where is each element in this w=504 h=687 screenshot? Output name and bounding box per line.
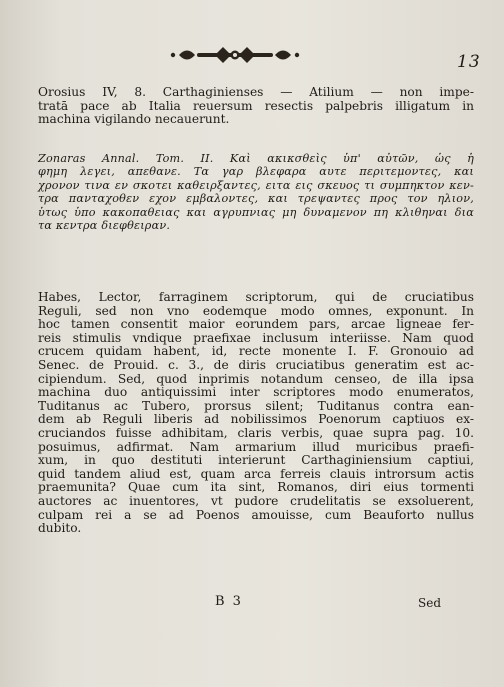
zonaras-line: χρονον τινα εν σκοτει καθειρξαντες, ειτα εις σκευος τι συμπηκτον κεν- — [38, 178, 474, 192]
page-number: 13 — [457, 52, 481, 72]
orosius-line: Orosius IV, 8. Carthaginienses — Atilium — non impe- — [38, 85, 474, 99]
zonaras-line: φημη λεγει, απεθανε. Τα γαρ βλεφαρα αυτε περιτεμοντες, και — [38, 165, 474, 179]
paragraph-orosius — [38, 86, 474, 127]
main-line: reis stimulis vndique praefixae inclusum interiisse. Nam quod — [38, 330, 474, 345]
zonaras-line: ὑτως ὑπο κακοπαθειας και αγρυπνιας μη δυναμενον πη κλιθηναι δια — [38, 205, 474, 219]
orosius-line: machina vigilando necauerunt. — [38, 112, 230, 126]
main-line: Habes, Lector, farraginem scriptorum, qui de cruciatibus — [38, 290, 474, 304]
main-line: culpam rei a se ad Poenos amouisse, cum Beauforto nullus — [38, 507, 474, 522]
zonaras-line: Zonaras Annal. Tom. II. Καὶ ακικσθεὶς ὑπ' αὐτῶν, ὡς ἡ — [38, 152, 474, 165]
paragraph-zonaras — [38, 152, 474, 232]
main-line: crucem quidam habent, id, recte monente I. F. Gronouio ad — [38, 344, 474, 359]
main-line: dubito. — [38, 521, 82, 536]
main-line: praemunita? Quae cum ita sint, Romanos, diri eius tormenti — [38, 480, 474, 495]
catchword: Sed — [418, 596, 442, 610]
main-line: dem ab Reguli liberis ad nobilissimos Poenorum captiuos ex- — [38, 412, 474, 427]
main-line: xum, in quo destituti interierunt Carthaginiensium captiui, — [38, 453, 474, 468]
main-line: Tuditanus ac Tubero, prorsus silent; Tuditanus contra ean- — [38, 398, 474, 413]
main-line: Senec. de Prouid. c. 3., de diris cruciatibus generatim est ac- — [38, 357, 474, 372]
signature-mark: B 3 — [215, 594, 243, 609]
main-line: quid tandem aliud est, quam arca ferreis clauis introrsum actis — [38, 466, 474, 481]
main-line: hoc tamen consentit maior eorundem pars, arcae ligneae fer- — [38, 317, 474, 332]
main-line: posuimus, adfirmat. Nam armarium illud muricibus praefi- — [38, 439, 474, 454]
printer-ornament-icon — [165, 42, 305, 68]
main-line: machina duo antiquissimi inter scriptores modo enumeratos, — [38, 385, 474, 400]
orosius-line: tratā pace ab Italia reuersum resectis palpebris illigatum in — [38, 98, 474, 113]
main-line: auctores ac inuentores, vt pudore crudelitatis se exsoluerent, — [38, 493, 474, 508]
main-line: Reguli, sed non vno eodemque modo omnes, exponunt. In — [38, 303, 474, 318]
paragraph-main — [38, 291, 474, 536]
zonaras-line: τρα πανταχοθεν εχον εμβαλοντες, και τρεψαντες προς τον ηλιον, — [38, 192, 474, 206]
zonaras-line: τα κεντρα διεφθειραν. — [38, 219, 171, 233]
main-line: cruciandos fuisse adhibitam, claris verbis, quae supra pag. 10. — [38, 425, 474, 440]
main-line: cipiendum. Sed, quod inprimis notandum censeo, de illa ipsa — [38, 371, 474, 386]
